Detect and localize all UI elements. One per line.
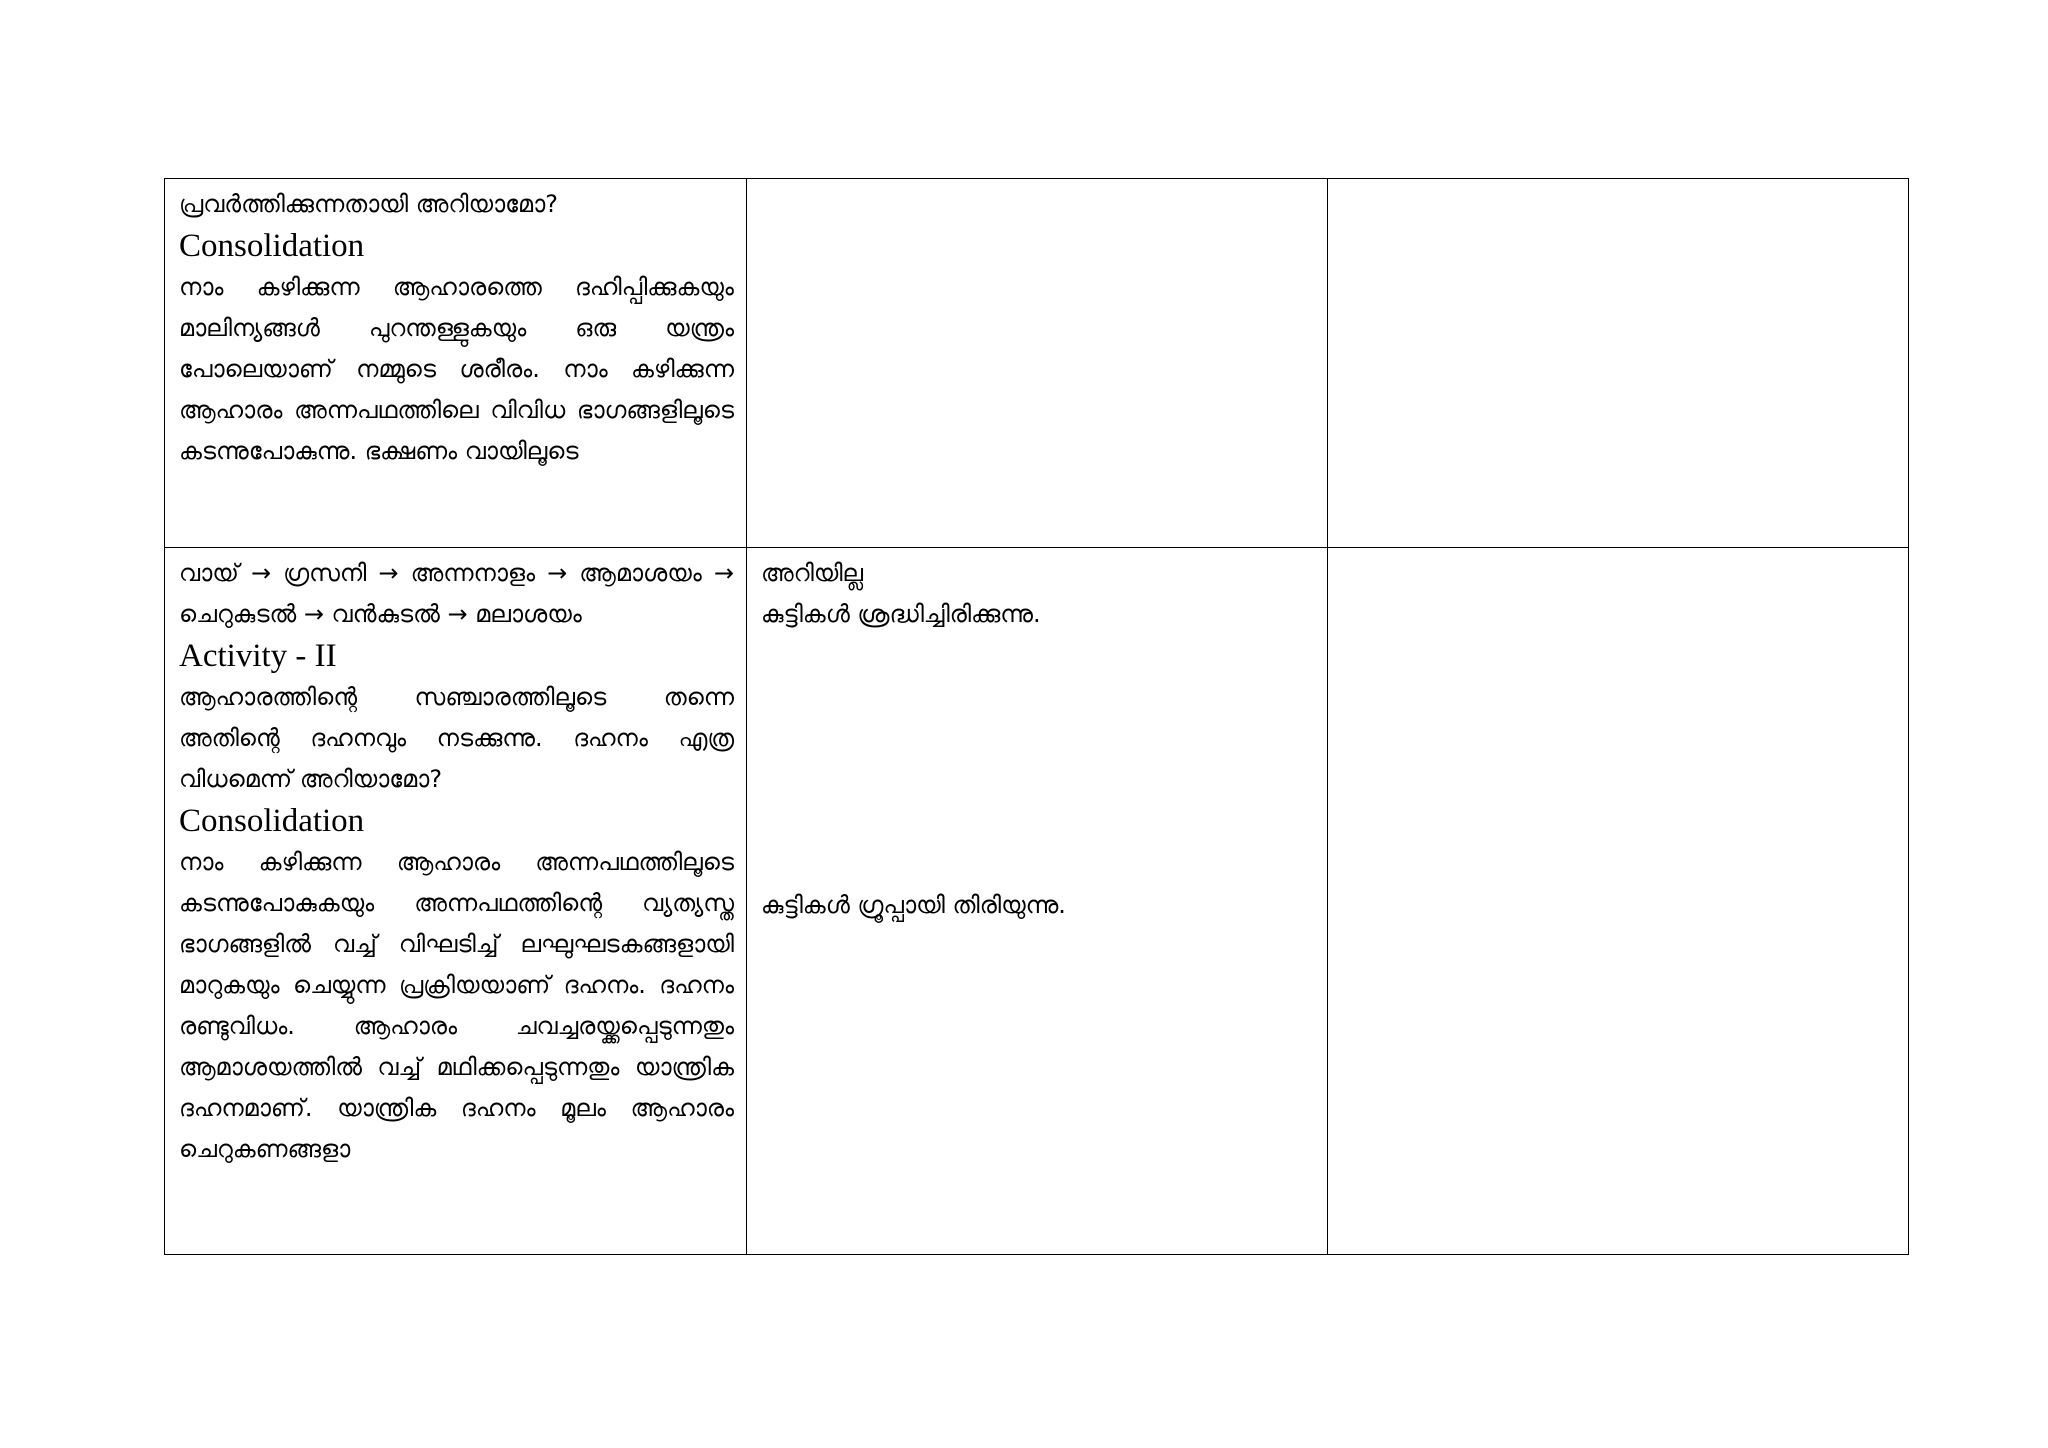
pupil-response-cell bbox=[747, 179, 1328, 548]
spacer bbox=[761, 635, 1315, 885]
consolidation-paragraph: നാം കഴിക്കുന്ന ആഹാരം അന്നപഥത്തിലൂടെ കടന്നുപോകുകയും അന്നപഥത്തിന്റെ വ്യത്യസ്ത ഭാഗങ്ങളിൽ വച്ച് വിഘടിച്ച് ലഘുഘടകങ്ങളായി മാറുകയും ചെയ്യുന്ന പ്രക്രിയയാണ് ദഹനം. ദഹനം രണ്ടുവിധം. ആഹാരം ചവച്ചരയ്ക്കപ്പെടുന്നതും ആമാശയത്തിൽ വച്ച് മഥിക്കപ്പെടുന്നതും യാന്ത്രിക ദഹനമാണ്. യാന്ത്രിക ദഹനം മൂലം ആഹാരം ചെറുകണങ്ങളാ bbox=[179, 848, 734, 1163]
consolidation-heading: Consolidation bbox=[179, 803, 365, 839]
table-row bbox=[165, 548, 1909, 1255]
activity-heading: Activity - II bbox=[179, 638, 337, 674]
table-row bbox=[165, 179, 1909, 548]
pupil-response-cell bbox=[747, 548, 1328, 1255]
response-text: അറിയില്ല bbox=[761, 559, 864, 587]
lesson-plan-table bbox=[164, 178, 1909, 1255]
remarks-cell bbox=[1328, 548, 1909, 1255]
activity-text: ആഹാരത്തിന്റെ സഞ്ചാരത്തിലൂടെ തന്നെ അതിന്റെ ദഹനവും നടക്കുന്നു. ദഹനം എത്ര വിധമെന്ന് അറിയാമോ? bbox=[179, 683, 734, 793]
response-text: കുട്ടികൾ ശ്രദ്ധിച്ചിരിക്കുന്നു. bbox=[761, 600, 1041, 628]
consolidation-paragraph: നാം കഴിക്കുന്ന ആഹാരത്തെ ദഹിപ്പിക്കുകയും മാലിന്യങ്ങൾ പുറന്തള്ളുകയും ഒരു യന്ത്രം പോലെയാണ് നമ്മുടെ ശരീരം. നാം കഴിക്കുന്ന ആഹാരം അന്നപഥത്തിലെ വിവിധ ഭാഗങ്ങളിലൂടെ കടന്നുപോകുന്നു. ഭക്ഷണം വായിലൂടെ bbox=[179, 273, 734, 465]
teacher-activity-cell bbox=[165, 179, 747, 548]
consolidation-heading: Consolidation bbox=[179, 228, 365, 264]
intro-line: പ്രവർത്തിക്കുന്നതായി അറിയാമോ? bbox=[179, 190, 558, 218]
response-text: കുട്ടികൾ ഗ്രൂപ്പായി തിരിയുന്നു. bbox=[761, 891, 1066, 919]
remarks-cell bbox=[1328, 179, 1909, 548]
digestive-path-line: വായ് → ഗ്രസനി → അന്നനാളം → ആമാശയം → ചെറുകുടൽ → വൻകുടൽ → മലാശയം bbox=[179, 559, 734, 628]
teacher-activity-cell bbox=[165, 548, 747, 1255]
